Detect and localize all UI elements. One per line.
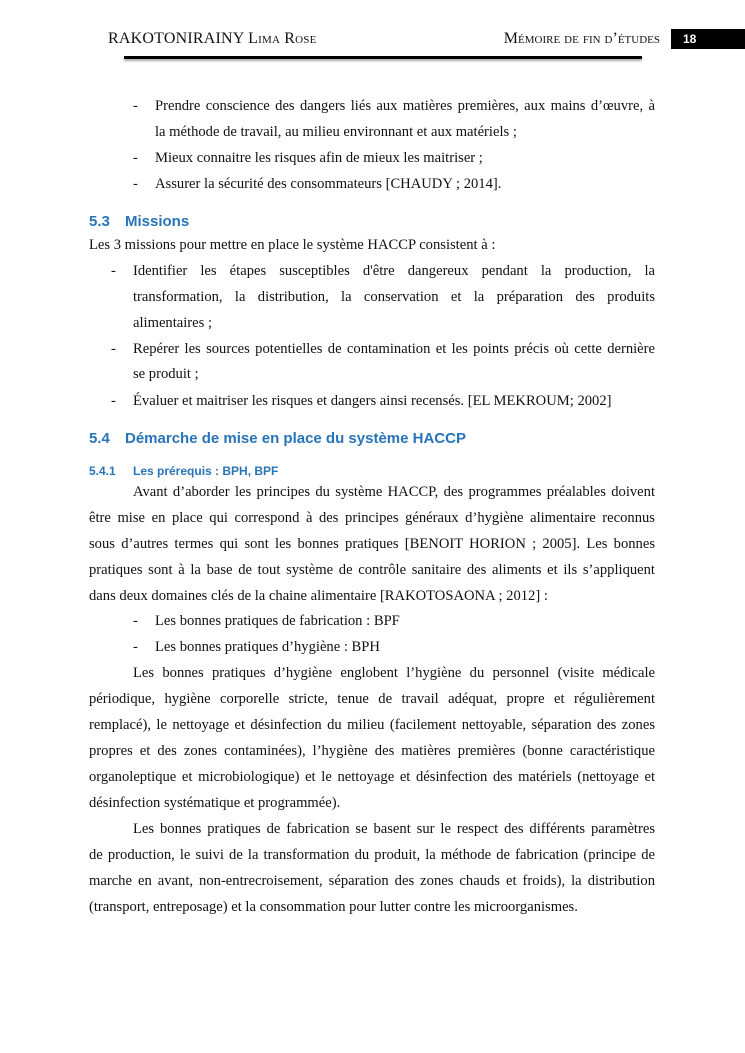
bullet-dash: -: [111, 341, 116, 357]
paragraph-line: Les bonnes pratiques de fabrication se basent sur le respect des différents paramètres: [133, 821, 655, 837]
subsection-title: Les prérequis : BPH, BPF: [133, 464, 279, 478]
list-item: transformation, la distribution, la conservation et la préparation des produits: [133, 289, 655, 305]
section-number: 5.4: [89, 430, 110, 447]
paragraph-line: pratiques sont à la base de tout système de contrôle sanitaire des aliments et ils s’appliquent: [89, 562, 655, 578]
section-title: Missions: [125, 213, 190, 230]
list-item: se produit ;: [133, 366, 199, 382]
list-item: Identifier les étapes susceptibles d'être dangereux pendant la production, la: [133, 263, 655, 279]
paragraph-line: dans deux domaines clés de la chaine alimentaire [RAKOTOSAONA ; 2012] :: [89, 588, 548, 604]
section-title: Démarche de mise en place du système HACCP: [125, 430, 466, 447]
paragraph-line: Avant d’aborder les principes du système HACCP, des programmes préalables doivent: [133, 484, 655, 500]
header-rule: [124, 56, 642, 59]
bullet-dash: -: [133, 639, 138, 655]
page-number: 18: [671, 29, 745, 49]
list-item: Les bonnes pratiques de fabrication : BPF: [155, 613, 400, 629]
paragraph-line: sous d’autres termes qui sont les bonnes pratiques [BENOIT HORION ; 2005]. Les bonnes: [89, 536, 655, 552]
paragraph-line: propres et des zones contaminées), l’hygiène des matières premières (bonne caractéristique: [89, 743, 655, 759]
section-number: 5.3: [89, 213, 110, 230]
paragraph-line: organoleptique et microbiologique) et le nettoyage et désinfection des matériels (nettoyage et: [89, 769, 655, 785]
bullet-dash: -: [133, 98, 138, 114]
header-doc-type: Mémoire de fin d’études: [503, 30, 660, 47]
bullet-dash: -: [133, 176, 138, 192]
paragraph-line: périodique, hygiène corporelle stricte, tenue de travail adéquat, propre et régulièrement: [89, 691, 655, 707]
header-author: RAKOTONIRAINY Lima Rose: [108, 30, 317, 47]
section-heading-5-4: [89, 430, 466, 447]
bullet-dash: -: [111, 393, 116, 409]
paragraph-line: Les bonnes pratiques d’hygiène englobent l’hygiène du personnel (visite médicale: [133, 665, 655, 681]
list-item: alimentaires ;: [133, 315, 213, 331]
list-item: Évaluer et maitriser les risques et dangers ainsi recensés. [EL MEKROUM; 2002]: [133, 393, 612, 409]
paragraph-line: désinfection systématique et programmée).: [89, 795, 341, 811]
list-item: Repérer les sources potentielles de contamination et les points précis où cette dernière: [133, 341, 655, 357]
list-item: Les bonnes pratiques d’hygiène : BPH: [155, 639, 380, 655]
list-item: Assurer la sécurité des consommateurs [CHAUDY ; 2014].: [155, 176, 502, 192]
bullet-dash: -: [111, 263, 116, 279]
paragraph-lead: Les 3 missions pour mettre en place le système HACCP consistent à :: [89, 237, 496, 253]
bullet-dash: -: [133, 613, 138, 629]
bullet-dash: -: [133, 150, 138, 166]
paragraph-line: être mise en place qui correspond à des principes généraux d’hygiène alimentaire reconnus: [89, 510, 655, 526]
subsection-number: 5.4.1: [89, 464, 116, 478]
subsection-heading-5-4-1: [89, 464, 278, 478]
section-heading-5-3: [89, 213, 189, 230]
paragraph-line: remplacé), le nettoyage et désinfection du milieu (facilement nettoyable, séparation des zones: [89, 717, 655, 733]
paragraph-line: de production, le suivi de la transformation du produit, la méthode de fabrication (principe de: [89, 847, 655, 863]
list-item: Mieux connaitre les risques afin de mieux les maitriser ;: [155, 150, 483, 166]
paragraph-line: marche en avant, non-entrecroisement, séparation des zones chauds et froids), la distribution: [89, 873, 655, 889]
list-item: Prendre conscience des dangers liés aux matières premières, aux mains d’œuvre, à: [155, 98, 655, 114]
list-item: la méthode de travail, au milieu environnant et aux matériels ;: [155, 124, 517, 140]
paragraph-line: (transport, entreposage) et la consommation pour lutter contre les microorganismes.: [89, 899, 578, 915]
